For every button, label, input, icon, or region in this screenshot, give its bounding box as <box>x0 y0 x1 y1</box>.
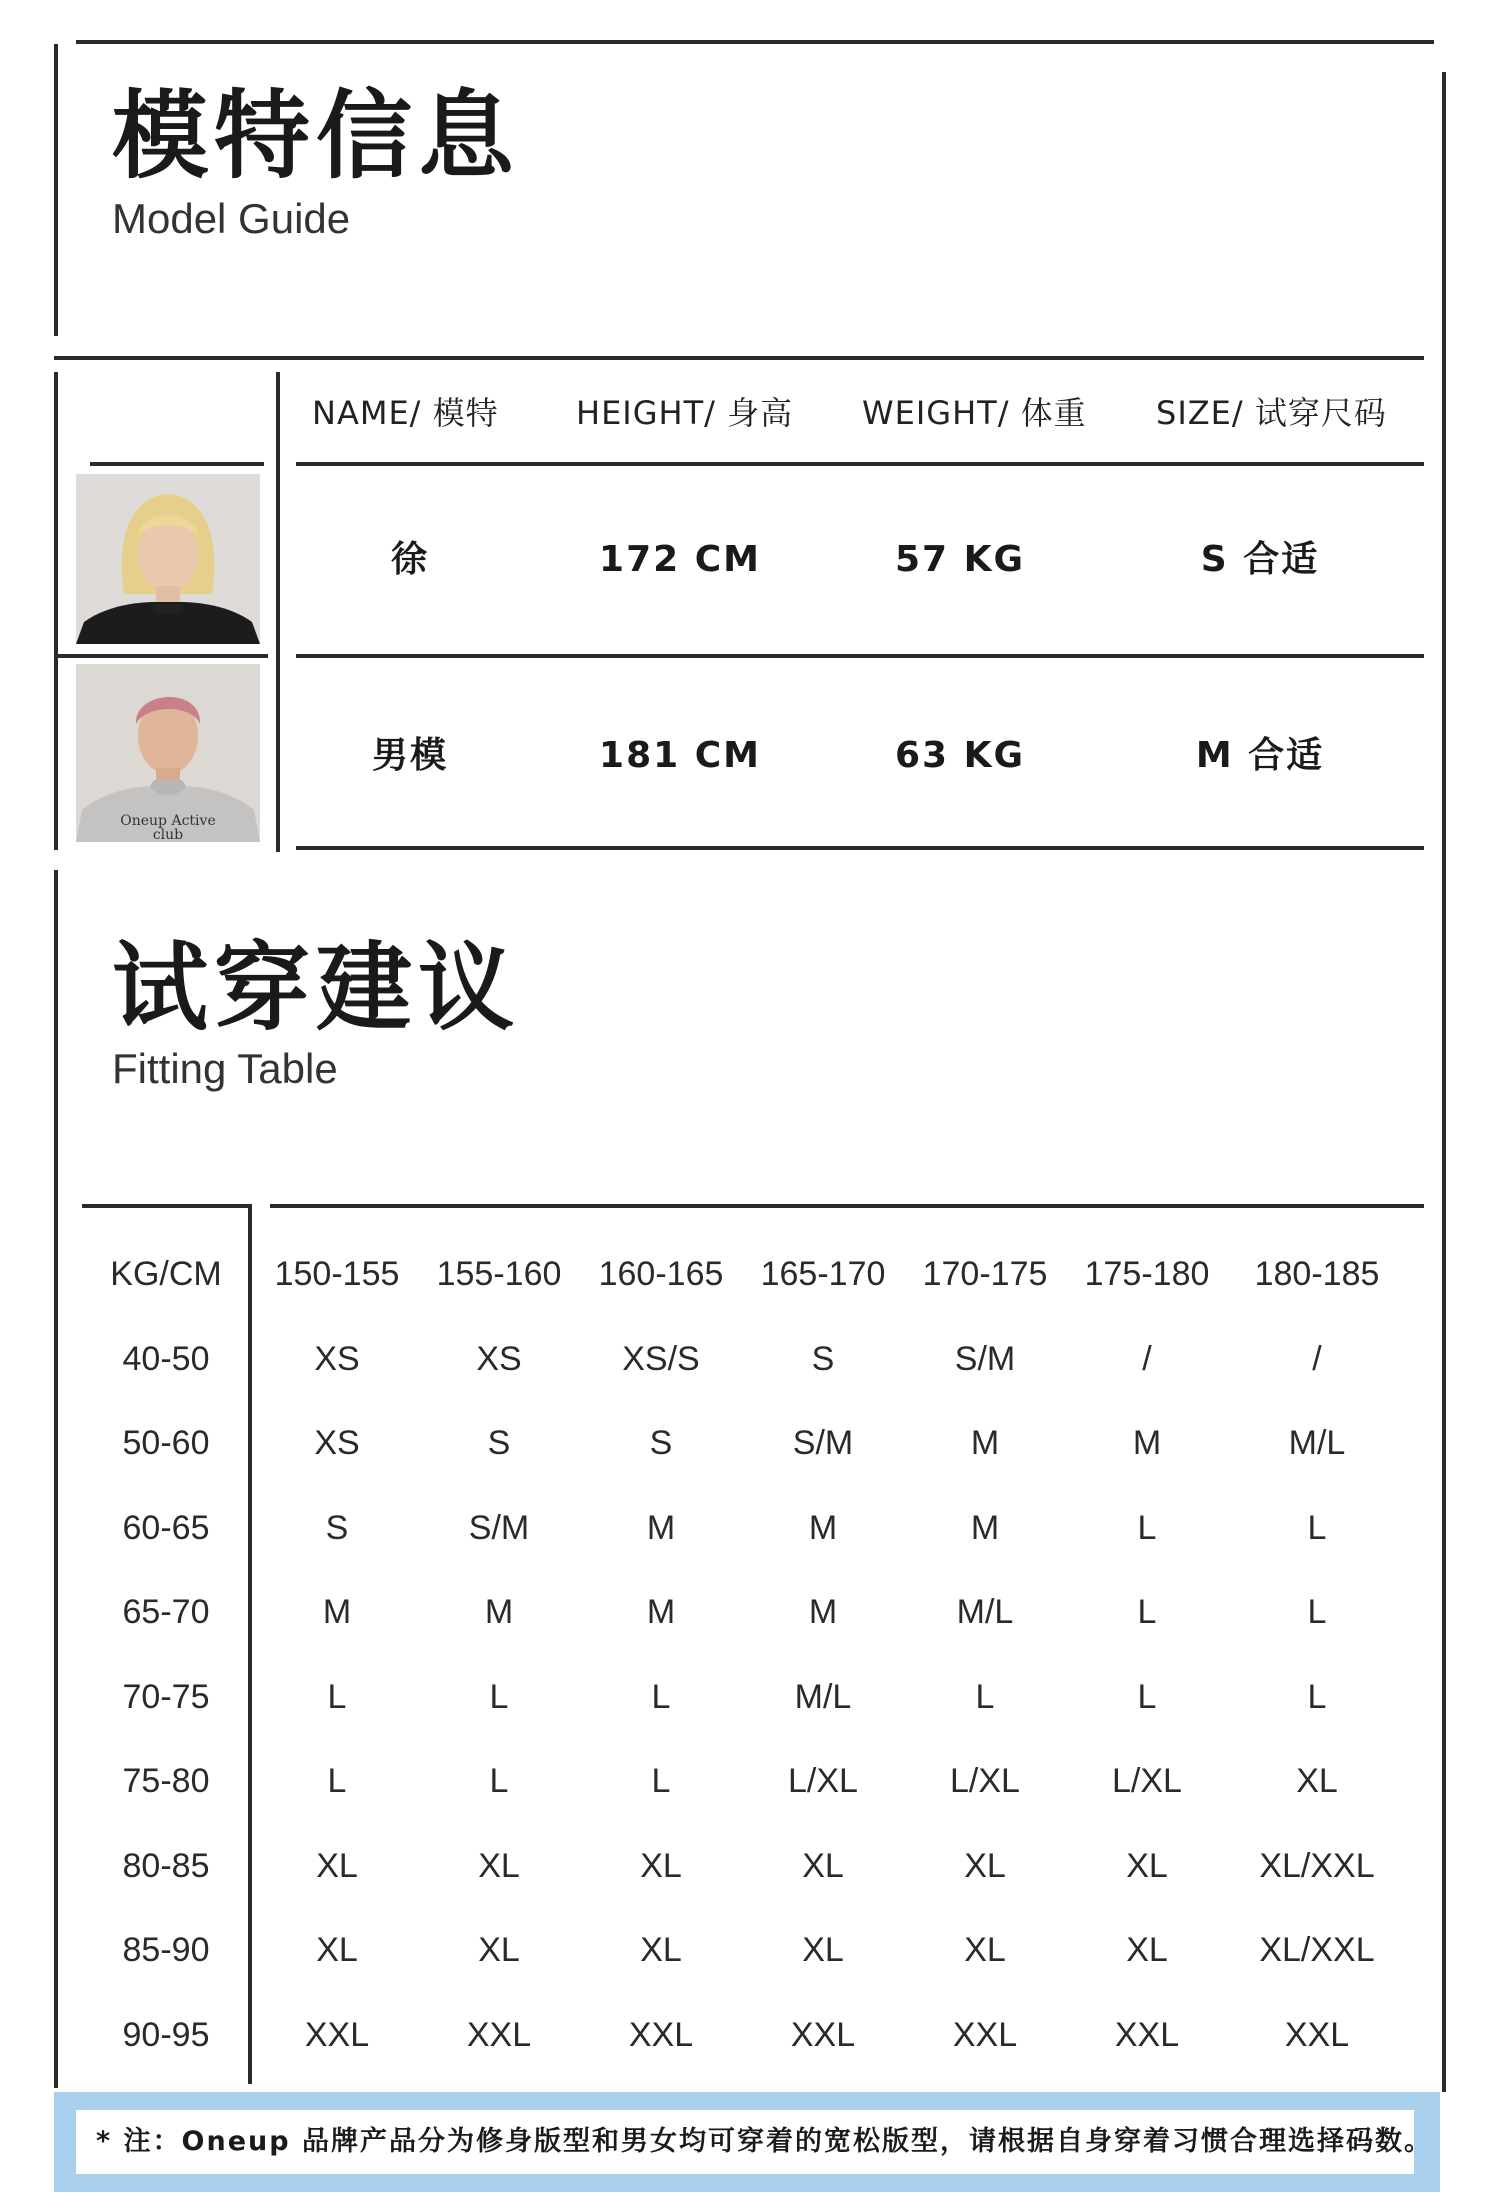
header-name: NAME/ 模特 <box>312 394 499 432</box>
size-cell: S/M <box>954 1339 1016 1378</box>
right-border <box>1442 72 1446 2092</box>
size-cell: XL <box>478 1846 520 1885</box>
weight-range: 70-75 <box>122 1677 210 1716</box>
fitting-row <box>76 1570 1406 1655</box>
model-weight: 57 KG <box>894 539 1026 580</box>
top-border-line <box>76 40 1434 44</box>
size-cell: L <box>975 1677 995 1716</box>
size-cell: XL <box>640 1931 682 1969</box>
size-cell: XS/S <box>622 1339 700 1378</box>
size-cell: XL <box>802 1931 844 1969</box>
size-cell: S <box>487 1424 511 1462</box>
size-cell: XL <box>964 1846 1006 1885</box>
header-size: SIZE/ 试穿尺码 <box>1156 394 1387 432</box>
size-cell: L <box>327 1762 347 1800</box>
size-cell: L <box>1137 1508 1157 1547</box>
size-cell: M/L <box>794 1677 852 1716</box>
header-weight: WEIGHT/ 体重 <box>862 394 1087 432</box>
size-cell: XXL <box>952 2015 1018 2054</box>
size-cell: M <box>646 1593 676 1631</box>
size-cell: XL <box>316 1846 358 1885</box>
size-cell: L <box>1137 1593 1157 1631</box>
fitting-top-line-left <box>82 1204 250 1208</box>
size-cell: L/XL <box>950 1762 1020 1800</box>
size-cell: M <box>1132 1424 1162 1462</box>
size-cell: XL <box>1126 1931 1168 1969</box>
size-cell: M/L <box>1288 1424 1346 1462</box>
size-cell: L <box>489 1762 509 1800</box>
model-photo-male <box>76 664 260 842</box>
fitting-row <box>76 1824 1406 1909</box>
size-cell: XXL <box>466 2015 532 2054</box>
model-row2-line <box>296 846 1424 850</box>
size-cell: XXL <box>628 2015 694 2054</box>
size-cell: M <box>646 1508 676 1547</box>
left-border-top <box>54 44 58 336</box>
fitting-table-body <box>76 1317 1406 2078</box>
size-cell: XL/XXL <box>1259 1931 1375 1969</box>
note-band <box>54 2092 1440 2192</box>
size-cell: XXL <box>1114 2015 1180 2054</box>
fitting-table <box>76 1232 1406 2077</box>
size-cell: M/L <box>956 1593 1014 1631</box>
fitting-row <box>76 1486 1406 1571</box>
fitting-row <box>76 1908 1406 1993</box>
size-cell: L <box>489 1677 509 1716</box>
size-cell: XS <box>476 1339 522 1378</box>
size-cell: / <box>1142 1339 1152 1378</box>
size-cell: S/M <box>792 1424 854 1462</box>
height-range: 175-180 <box>1084 1255 1210 1293</box>
weight-range: 40-50 <box>122 1339 210 1378</box>
fitting-section-title-cn: 试穿建议 <box>112 932 520 1044</box>
weight-range: 65-70 <box>122 1593 210 1631</box>
size-cell: M <box>970 1508 1000 1547</box>
size-cell: L <box>1307 1593 1327 1631</box>
model-row-1 <box>290 530 1420 590</box>
height-range: 165-170 <box>760 1255 886 1293</box>
weight-range: 50-60 <box>122 1424 210 1462</box>
model-header-line <box>296 462 1424 466</box>
fitting-row <box>76 1739 1406 1824</box>
fitting-row <box>76 1317 1406 1402</box>
photo-header-line <box>90 462 264 466</box>
height-range: 180-185 <box>1254 1255 1380 1293</box>
model-section-title-cn: 模特信息 <box>112 80 520 192</box>
size-cell: L/XL <box>1112 1762 1182 1800</box>
model-section-title-en: Model Guide <box>112 195 351 242</box>
note-text: * 注：Oneup 品牌产品分为修身版型和男女均可穿着的宽松版型，请根据自身穿着习惯合理选择码数。 <box>76 2110 1414 2174</box>
fitting-header-row <box>76 1232 1406 1317</box>
size-cell: S/M <box>468 1508 530 1547</box>
size-cell: M <box>808 1508 838 1547</box>
size-cell: M <box>970 1424 1000 1462</box>
photo-shirt-print: Oneup Active club <box>120 813 216 842</box>
size-cell: XL <box>478 1931 520 1969</box>
size-cell: L <box>1307 1677 1327 1716</box>
size-cell: S <box>325 1508 349 1547</box>
size-cell: L <box>651 1677 671 1716</box>
left-border-mid <box>54 870 58 2088</box>
height-range: 150-155 <box>274 1255 400 1293</box>
size-cell: L <box>651 1762 671 1800</box>
size-cell: XL <box>1296 1762 1338 1800</box>
size-cell: XS <box>314 1339 360 1378</box>
model-row1-line <box>296 654 1424 658</box>
model-photo-female <box>76 474 260 644</box>
size-cell: XL <box>640 1846 682 1885</box>
fitting-row <box>76 1993 1406 2078</box>
weight-range: 85-90 <box>122 1931 210 1969</box>
size-cell: XXL <box>1284 2015 1350 2054</box>
photo-row1-line <box>58 654 268 658</box>
height-range: 170-175 <box>922 1255 1048 1293</box>
fitting-section-title-en: Fitting Table <box>112 1045 338 1092</box>
model-name: 徐 <box>390 539 429 580</box>
model-table-top-line <box>54 356 1424 360</box>
weight-range: 80-85 <box>122 1846 210 1885</box>
model-table-divider <box>276 372 280 852</box>
size-cell: XL <box>1126 1846 1168 1885</box>
weight-range: 90-95 <box>122 2015 210 2054</box>
size-cell: M <box>484 1593 514 1631</box>
model-table-left-line <box>54 372 58 850</box>
size-cell: XL <box>964 1931 1006 1969</box>
size-cell: L <box>1137 1677 1157 1716</box>
model-row-2 <box>290 726 1420 786</box>
size-cell: XL <box>802 1846 844 1885</box>
height-range: 155-160 <box>436 1255 562 1293</box>
size-cell: L <box>327 1677 347 1716</box>
model-weight: 63 KG <box>894 735 1026 776</box>
header-height: HEIGHT/ 身高 <box>576 394 794 432</box>
size-cell: L <box>1307 1508 1327 1547</box>
size-cell: L/XL <box>788 1762 858 1800</box>
size-cell: / <box>1312 1339 1322 1378</box>
fitting-row <box>76 1655 1406 1740</box>
size-cell: XXL <box>790 2015 856 2054</box>
weight-range: 60-65 <box>122 1508 210 1547</box>
fitting-corner: KG/CM <box>110 1255 222 1293</box>
model-size: S 合适 <box>1200 539 1320 580</box>
size-cell: M <box>322 1593 352 1631</box>
size-cell: XS <box>314 1424 360 1462</box>
model-height: 172 CM <box>599 539 761 580</box>
weight-range: 75-80 <box>122 1762 210 1800</box>
model-height: 181 CM <box>599 735 761 776</box>
size-cell: XL <box>316 1931 358 1969</box>
size-cell: S <box>649 1424 673 1462</box>
size-cell: XXL <box>304 2015 370 2054</box>
size-cell: M <box>808 1593 838 1631</box>
size-cell: S <box>811 1339 835 1378</box>
height-range: 160-165 <box>598 1255 724 1293</box>
fitting-top-line <box>270 1204 1424 1208</box>
fitting-row <box>76 1401 1406 1486</box>
size-cell: XL/XXL <box>1259 1846 1375 1885</box>
model-size: M 合适 <box>1195 735 1325 776</box>
model-name: 男模 <box>371 735 448 776</box>
